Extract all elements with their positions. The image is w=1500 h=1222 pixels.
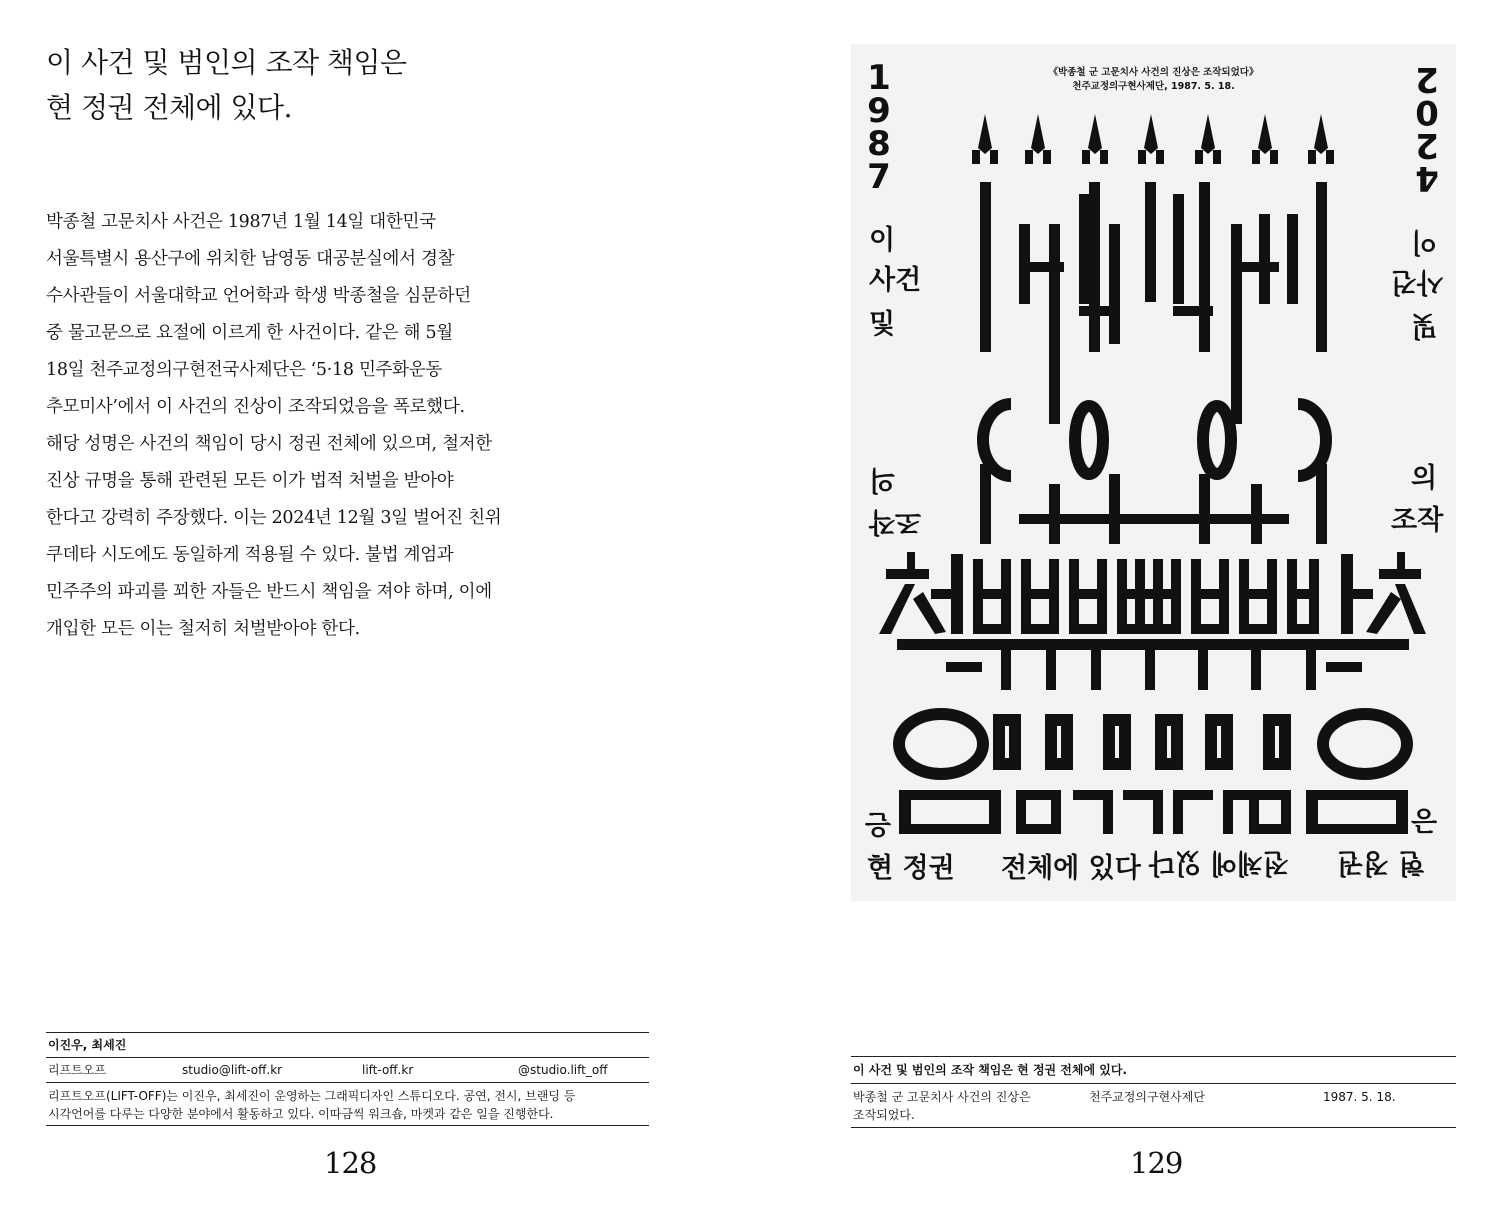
caption-author: 천주교정의구현사제단 bbox=[1089, 1090, 1205, 1104]
body-line: 추모미사’에서 이 사건의 진상이 조작되었음을 폭로했다. bbox=[46, 397, 465, 417]
poster-word-left: 은 bbox=[865, 808, 892, 839]
body-line: 한다고 강력히 주장했다. 이는 2024년 12월 3일 벌어진 친위 bbox=[46, 508, 502, 528]
poster-word-left: 조작 bbox=[869, 506, 922, 537]
studio-email[interactable]: studio@lift-off.kr bbox=[182, 1063, 283, 1077]
page-number-left: 128 bbox=[324, 1146, 377, 1180]
poster-bottom-center: 전체에 있다 bbox=[1001, 853, 1141, 884]
studio-name: 리프트오프 bbox=[48, 1063, 106, 1077]
caption-source-line: 박종철 군 고문치사 사건의 진상은 bbox=[853, 1090, 1031, 1104]
body-line: 개입한 모든 이는 철저히 처벌받아야 한다. bbox=[46, 619, 360, 639]
year-digit: 8 bbox=[867, 124, 891, 164]
body-line: 해당 성명은 사건의 책임이 당시 정권 전체에 있으며, 철저한 bbox=[46, 434, 492, 454]
poster-bottom-left: 현 정권 bbox=[867, 853, 955, 884]
poster-image bbox=[851, 44, 1456, 901]
designer-credit-table bbox=[46, 1032, 649, 1126]
body-paragraph bbox=[46, 204, 606, 648]
title-line-1: 이 사건 및 범인의 조작 책임은 bbox=[46, 46, 407, 79]
poster-bottom-right: 현 정권 bbox=[1337, 847, 1425, 878]
year-digit: 9 bbox=[867, 91, 891, 131]
designer-names: 이진우, 최세진 bbox=[46, 1032, 649, 1057]
chaek-row bbox=[879, 552, 1426, 634]
caption-info-row bbox=[851, 1084, 1456, 1128]
poster-word-right: 이 bbox=[1411, 226, 1438, 257]
studio-instagram[interactable]: @studio.lift_off bbox=[518, 1063, 608, 1077]
title-line-2: 현 정권 전체에 있다. bbox=[46, 91, 292, 124]
poster-word-left: 및 bbox=[869, 309, 896, 340]
description-line: 리프트오프(LIFT-OFF)는 이진우, 최세진이 운영하는 그래픽디자인 스튜디오다. 공연, 전시, 브랜딩 등 bbox=[48, 1089, 576, 1103]
giyeok-row bbox=[1001, 650, 1316, 690]
body-line: 쿠데타 시도에도 동일하게 적용될 수 있다. 불법 계엄과 bbox=[46, 545, 454, 565]
year-digit: 7 bbox=[867, 157, 891, 197]
body-line: 18일 천주교정의구현전국사제단은 ‘5·18 민주화운동 bbox=[46, 360, 442, 380]
poster-word-right: 사건 bbox=[1391, 266, 1444, 297]
body-line: 진상 규명을 통해 관련된 모든 이가 법적 처벌을 받아야 bbox=[46, 471, 454, 491]
body-line: 박종철 고문치사 사건은 1987년 1월 14일 대한민국 bbox=[46, 212, 436, 232]
poster-bottom-center-flipped: 전체에 있다 bbox=[1149, 847, 1289, 878]
studio-description bbox=[46, 1082, 649, 1126]
designer-links-row bbox=[46, 1057, 649, 1082]
poster-word-right: 의 bbox=[1411, 463, 1438, 494]
body-line: 민주주의 파괴를 꾀한 자들은 반드시 책임을 져야 하며, 이에 bbox=[46, 582, 492, 602]
poster-word-left: 이 bbox=[869, 225, 896, 256]
vertical-bars bbox=[980, 182, 1327, 544]
body-line: 수사관들이 서울대학교 언어학과 학생 박종철을 심문하던 bbox=[46, 286, 471, 306]
year-digit: 2 bbox=[1415, 125, 1439, 165]
caption-date: 1987. 5. 18. bbox=[1323, 1090, 1396, 1104]
studio-website[interactable]: lift-off.kr bbox=[362, 1063, 414, 1077]
year-digit: 2 bbox=[1415, 59, 1439, 99]
body-line: 서울특별시 용산구에 위치한 남영동 대공분실에서 경찰 bbox=[46, 249, 455, 269]
description-line: 시각언어를 다루는 다양한 분야에서 활동하고 있다. 이따금씩 워크숍, 마켓과 같은 일을 진행한다. bbox=[48, 1107, 554, 1121]
page-title bbox=[46, 40, 566, 130]
poster-header-quote: 《박종철 군 고문치사 사건의 진상은 조작되었다》 bbox=[1048, 67, 1259, 78]
year-digit: 4 bbox=[1415, 158, 1439, 198]
caption-source bbox=[853, 1088, 1031, 1124]
year-digit: 0 bbox=[1415, 92, 1439, 132]
poster-header bbox=[851, 66, 1456, 94]
caption-title: 이 사건 및 범인의 조작 책임은 현 정권 전체에 있다. bbox=[851, 1057, 1456, 1084]
year-left bbox=[859, 58, 899, 197]
mieum-row bbox=[899, 790, 1408, 834]
poster-word-right: 은 bbox=[1411, 807, 1438, 838]
poster-word-right: 및 bbox=[1411, 310, 1438, 341]
poster-word-left: 사건 bbox=[869, 265, 922, 296]
year-digit: 1 bbox=[867, 58, 891, 98]
poster-word-right: 조작 bbox=[1391, 505, 1444, 536]
page-number-right: 129 bbox=[1130, 1146, 1183, 1180]
poster-header-source: 천주교정의구현사제단, 1987. 5. 18. bbox=[1072, 81, 1235, 92]
caption-source-line: 조작되었다. bbox=[853, 1108, 915, 1122]
poster-typography-artwork bbox=[851, 44, 1456, 901]
poster-caption-table bbox=[851, 1056, 1456, 1128]
year-right bbox=[1407, 59, 1447, 198]
poster-word-left: 의 bbox=[869, 464, 896, 495]
body-line: 중 물고문으로 요절에 이르게 한 사건이다. 같은 해 5월 bbox=[46, 323, 453, 343]
spear-tips bbox=[972, 114, 1334, 164]
